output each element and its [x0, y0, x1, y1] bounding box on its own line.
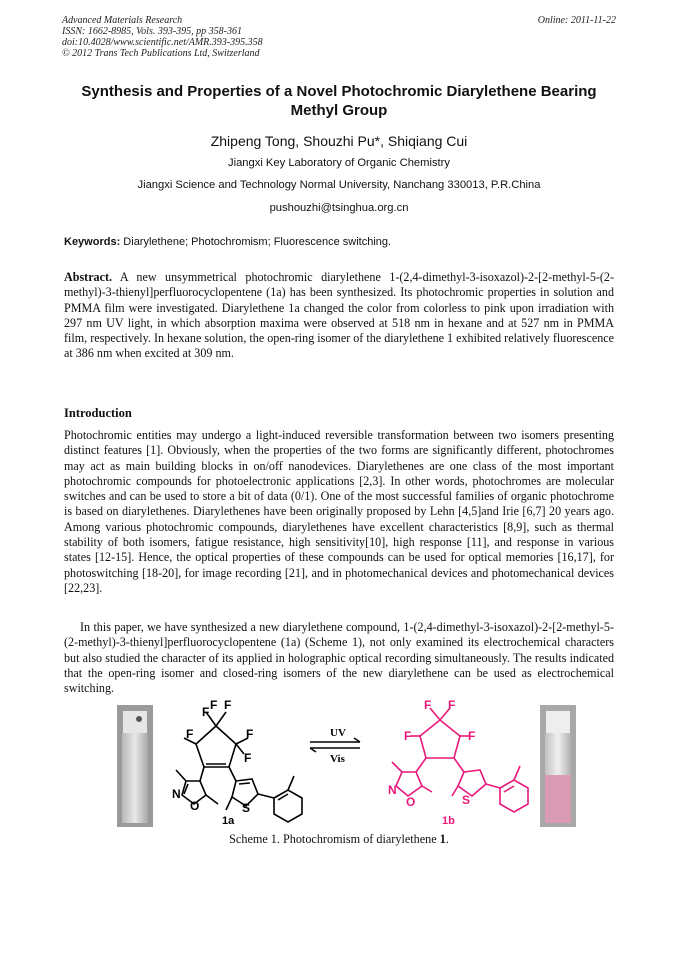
affiliation-1: Jiangxi Key Laboratory of Organic Chemistry	[228, 157, 450, 169]
title-line-2: Methyl Group	[290, 102, 388, 119]
intro-paragraph-2: In this paper, we have synthesized a new diarylethene compound, 1-(2,4-dimethyl-3-isoxazol)-2-[2-methyl-5-(2-methyl)-3-thienyl]perfluorocyclopentene (1a) (Scheme 1), not only examined its electrochemical characters but also studied the character of its applied in holographic optical recording simultaneously. The results indicated that the open-ring isomer and closed-ring isomers of the new diarylethene can be used as electrochemical switching.	[64, 620, 614, 696]
o-atom: O	[406, 795, 416, 809]
issn-line: ISSN: 1662-8985, Vols. 393-395, pp 358-361	[62, 26, 242, 37]
f-atom: F	[244, 751, 252, 765]
f-atom: F	[186, 727, 194, 741]
introduction-heading: Introduction	[64, 406, 132, 420]
title-line-1: Synthesis and Properties of a Novel Photochromic Diarylethene Bearing	[81, 83, 597, 100]
email[interactable]: pushouzhi@tsinghua.org.cn	[269, 202, 409, 214]
s-atom: S	[462, 793, 471, 807]
keywords-text: Diarylethene; Photochromism; Fluorescence switching.	[120, 236, 392, 248]
arrow-vis-label: Vis	[330, 753, 345, 765]
arrow-uv-label: UV	[330, 727, 346, 739]
affiliation-2: Jiangxi Science and Technology Normal University, Nanchang 330013, P.R.China	[137, 179, 541, 191]
abstract	[64, 270, 614, 362]
journal-name: Advanced Materials Research	[62, 15, 183, 26]
intro-paragraph-1: Photochromic entities may undergo a light-induced reversible transformation between two isomers presenting distinct features [1]. Obviously, when the properties of the two forms are significantly different, photochromes may act as main building blocks in on/off nanodevices. Diarylethenes are one class of the most important photochromic compounds for photoelectronic applications [2,3]. In other words, photochromes are molecular switches and can be used to store a bit of data (0/1). One of the most successful families of organic photochrome is based on diarylethenes. Diarylethenes have been originally proposed by Lehn [4,5]and Irie [6,7] 20 years ago. Among various photochromic compounds, diarylethenes have excellent characteristics [8,9], such as thermal stability of both isomers, fatigue resistance, high sensitivity[10], high response [11], and response in various states [12-15]. Hence, the optical properties of these compounds can be used for optical memories [16,17], for photoswitching [18-20], for image recording [21], and in photomechanical devices and photomechanical devices [22,23].	[64, 428, 614, 595]
journal-header	[62, 15, 263, 59]
f-atom: F	[404, 729, 412, 743]
n-atom: N	[172, 787, 181, 801]
caption-prefix: Scheme 1. Photochromism of diarylethene	[229, 832, 440, 846]
abstract-text: A new unsymmetrical photochromic diarylethene 1-(2,4-dimethyl-3-isoxazol)-2-[2-methyl-5-(2-methyl)-3-thienyl]perfluorocyclopentene (1a) has been synthesized. Its photochromic properties in solution and PMMA film were investigated. Diarylethene 1a changed the color from colorless to pink upon irradiation with 297 nm UV light, in which absorption maxima were observed at 518 nm in hexane and at 527 nm in PMMA film, respectively. In hexane solution, the open-ring isomer of the diarylethene 1 exhibited relatively fluorescence at 386 nm when excited at 309 nm.	[64, 270, 614, 361]
copyright-line: © 2012 Trans Tech Publications Ltd, Switzerland	[62, 48, 260, 59]
f-atom: F	[468, 729, 476, 743]
caption-suffix: .	[445, 832, 449, 846]
doi-line: doi:10.4028/www.scientific.net/AMR.393-395.358	[62, 37, 263, 48]
keywords	[64, 236, 391, 248]
s-atom: S	[242, 801, 251, 815]
o-atom: O	[190, 799, 200, 813]
paper-title	[40, 82, 638, 120]
scheme-caption	[0, 832, 678, 847]
label-1a: 1a	[222, 815, 235, 827]
vial-colorless-photo	[117, 705, 153, 827]
f-atom: F	[448, 700, 456, 712]
f-atom: F	[246, 727, 254, 741]
f-atom: F	[424, 700, 432, 712]
f-atom: F	[210, 700, 218, 712]
equilibrium-arrows	[310, 738, 360, 752]
f-atom: F	[224, 700, 232, 712]
authors: Zhipeng Tong, Shouzhi Pu*, Shiqiang Cui	[210, 133, 468, 149]
caption-compound: 1	[439, 832, 446, 846]
keywords-label: Keywords:	[64, 236, 121, 248]
online-date: Online: 2011-11-22	[537, 15, 616, 26]
n-atom: N	[388, 783, 397, 797]
f-atom: F	[202, 705, 210, 719]
abstract-label: Abstract.	[64, 270, 113, 284]
scheme-1-structures	[160, 700, 550, 835]
label-1b: 1b	[442, 815, 455, 827]
